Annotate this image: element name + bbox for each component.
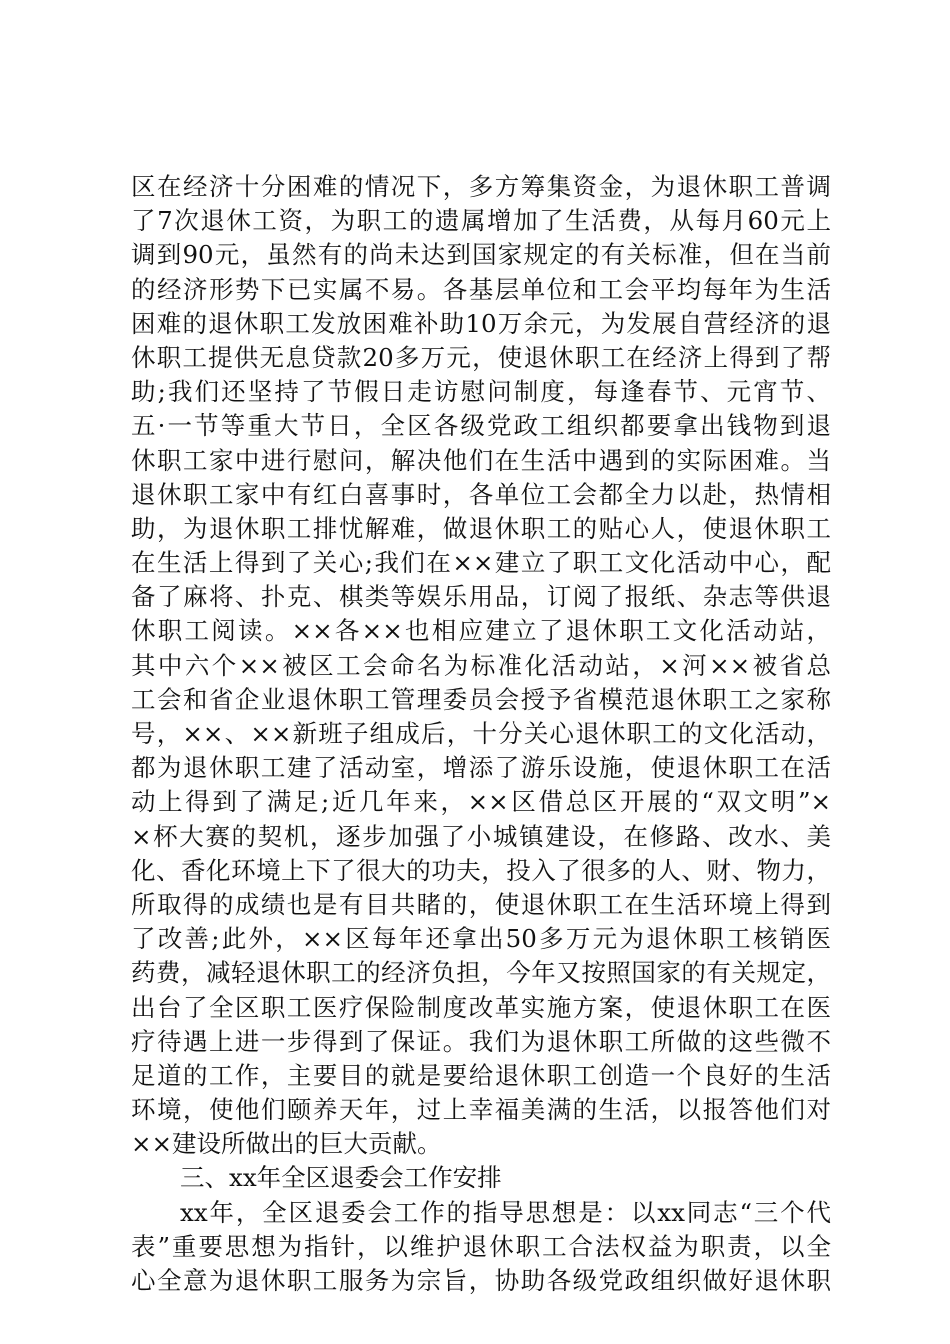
body-line: 五·一节等重大节日，全区各级党政工组织都要拿出钱物到退 xyxy=(131,411,831,441)
body-line: 都为退休职工建了活动室，增添了游乐设施，使退休职工在活 xyxy=(131,753,831,783)
body-line: 困难的退休职工发放困难补助10万余元，为发展自营经济的退 xyxy=(131,308,831,338)
body-line: 休职工阅读。××各××也相应建立了退休职工文化活动站， xyxy=(131,616,831,646)
paragraph-line: 心全意为退休职工服务为宗旨，协助各级党政组织做好退休职 xyxy=(131,1266,831,1295)
paragraph-line: 表”重要思想为指针，以维护退休职工合法权益为职责，以全 xyxy=(131,1231,831,1261)
body-line: 环境，使他们颐养天年，过上幸福美满的生活，以报答他们对 xyxy=(131,1095,831,1125)
body-line: 了7次退休工资，为职工的遗属增加了生活费，从每月60元上 xyxy=(131,206,831,236)
body-line: 工会和省企业退休职工管理委员会授予省模范退休职工之家称 xyxy=(131,684,831,714)
body-line: 了改善;此外，××区每年还拿出50多万元为退休职工核销医 xyxy=(131,924,831,954)
body-line: 休职工提供无息贷款20多万元，使退休职工在经济上得到了帮 xyxy=(131,342,831,372)
body-line: 退休职工家中有红白喜事时，各单位工会都全力以赴，热情相 xyxy=(131,479,831,509)
body-line: ××建设所做出的巨大贡献。 xyxy=(131,1129,442,1159)
body-line: 足道的工作，主要目的就是要给退休职工创造一个良好的生活 xyxy=(131,1060,831,1090)
body-line: 区在经济十分困难的情况下，多方筹集资金，为退休职工普调 xyxy=(131,172,831,201)
body-line: 出台了全区职工医疗保险制度改革实施方案，使退休职工在医 xyxy=(131,992,831,1022)
section-heading: 三、xx年全区退委会工作安排 xyxy=(180,1163,502,1193)
body-line: 的经济形势下已实属不易。各基层单位和工会平均每年为生活 xyxy=(131,274,831,304)
body-line: 疗待遇上进一步得到了保证。我们为退休职工所做的这些微不 xyxy=(131,1026,831,1056)
body-line: 动上得到了满足;近几年来，××区借总区开展的“双文明”× xyxy=(131,787,831,817)
body-line: ×杯大赛的契机，逐步加强了小城镇建设，在修路、改水、美 xyxy=(131,821,831,851)
body-line: 调到90元，虽然有的尚未达到国家规定的有关标准，但在当前 xyxy=(131,240,831,270)
body-line: 化、香化环境上下了很大的功夫，投入了很多的人、财、物力， xyxy=(131,855,831,885)
body-line: 药费，减轻退休职工的经济负担，今年又按照国家的有关规定， xyxy=(131,958,831,988)
body-line: 备了麻将、扑克、棋类等娱乐用品，订阅了报纸、杂志等供退 xyxy=(131,582,831,612)
body-line: 助;我们还坚持了节假日走访慰问制度，每逢春节、元宵节、 xyxy=(131,377,831,407)
body-line: 在生活上得到了关心;我们在××建立了职工文化活动中心，配 xyxy=(131,548,831,578)
paragraph-line: xx年，全区退委会工作的指导思想是：以xx同志“三个代 xyxy=(180,1197,831,1227)
body-line: 其中六个××被区工会命名为标准化活动站，×河××被省总 xyxy=(131,650,831,680)
body-line: 号，××、××新班子组成后，十分关心退休职工的文化活动， xyxy=(131,719,831,748)
body-line: 助，为退休职工排忧解难，做退休职工的贴心人，使退休职工 xyxy=(131,513,831,543)
document-body xyxy=(131,170,831,1298)
body-line: 休职工家中进行慰问，解决他们在生活中遇到的实际困难。当 xyxy=(131,445,831,475)
body-line: 所取得的成绩也是有目共睹的，使退休职工在生活环境上得到 xyxy=(131,889,831,919)
